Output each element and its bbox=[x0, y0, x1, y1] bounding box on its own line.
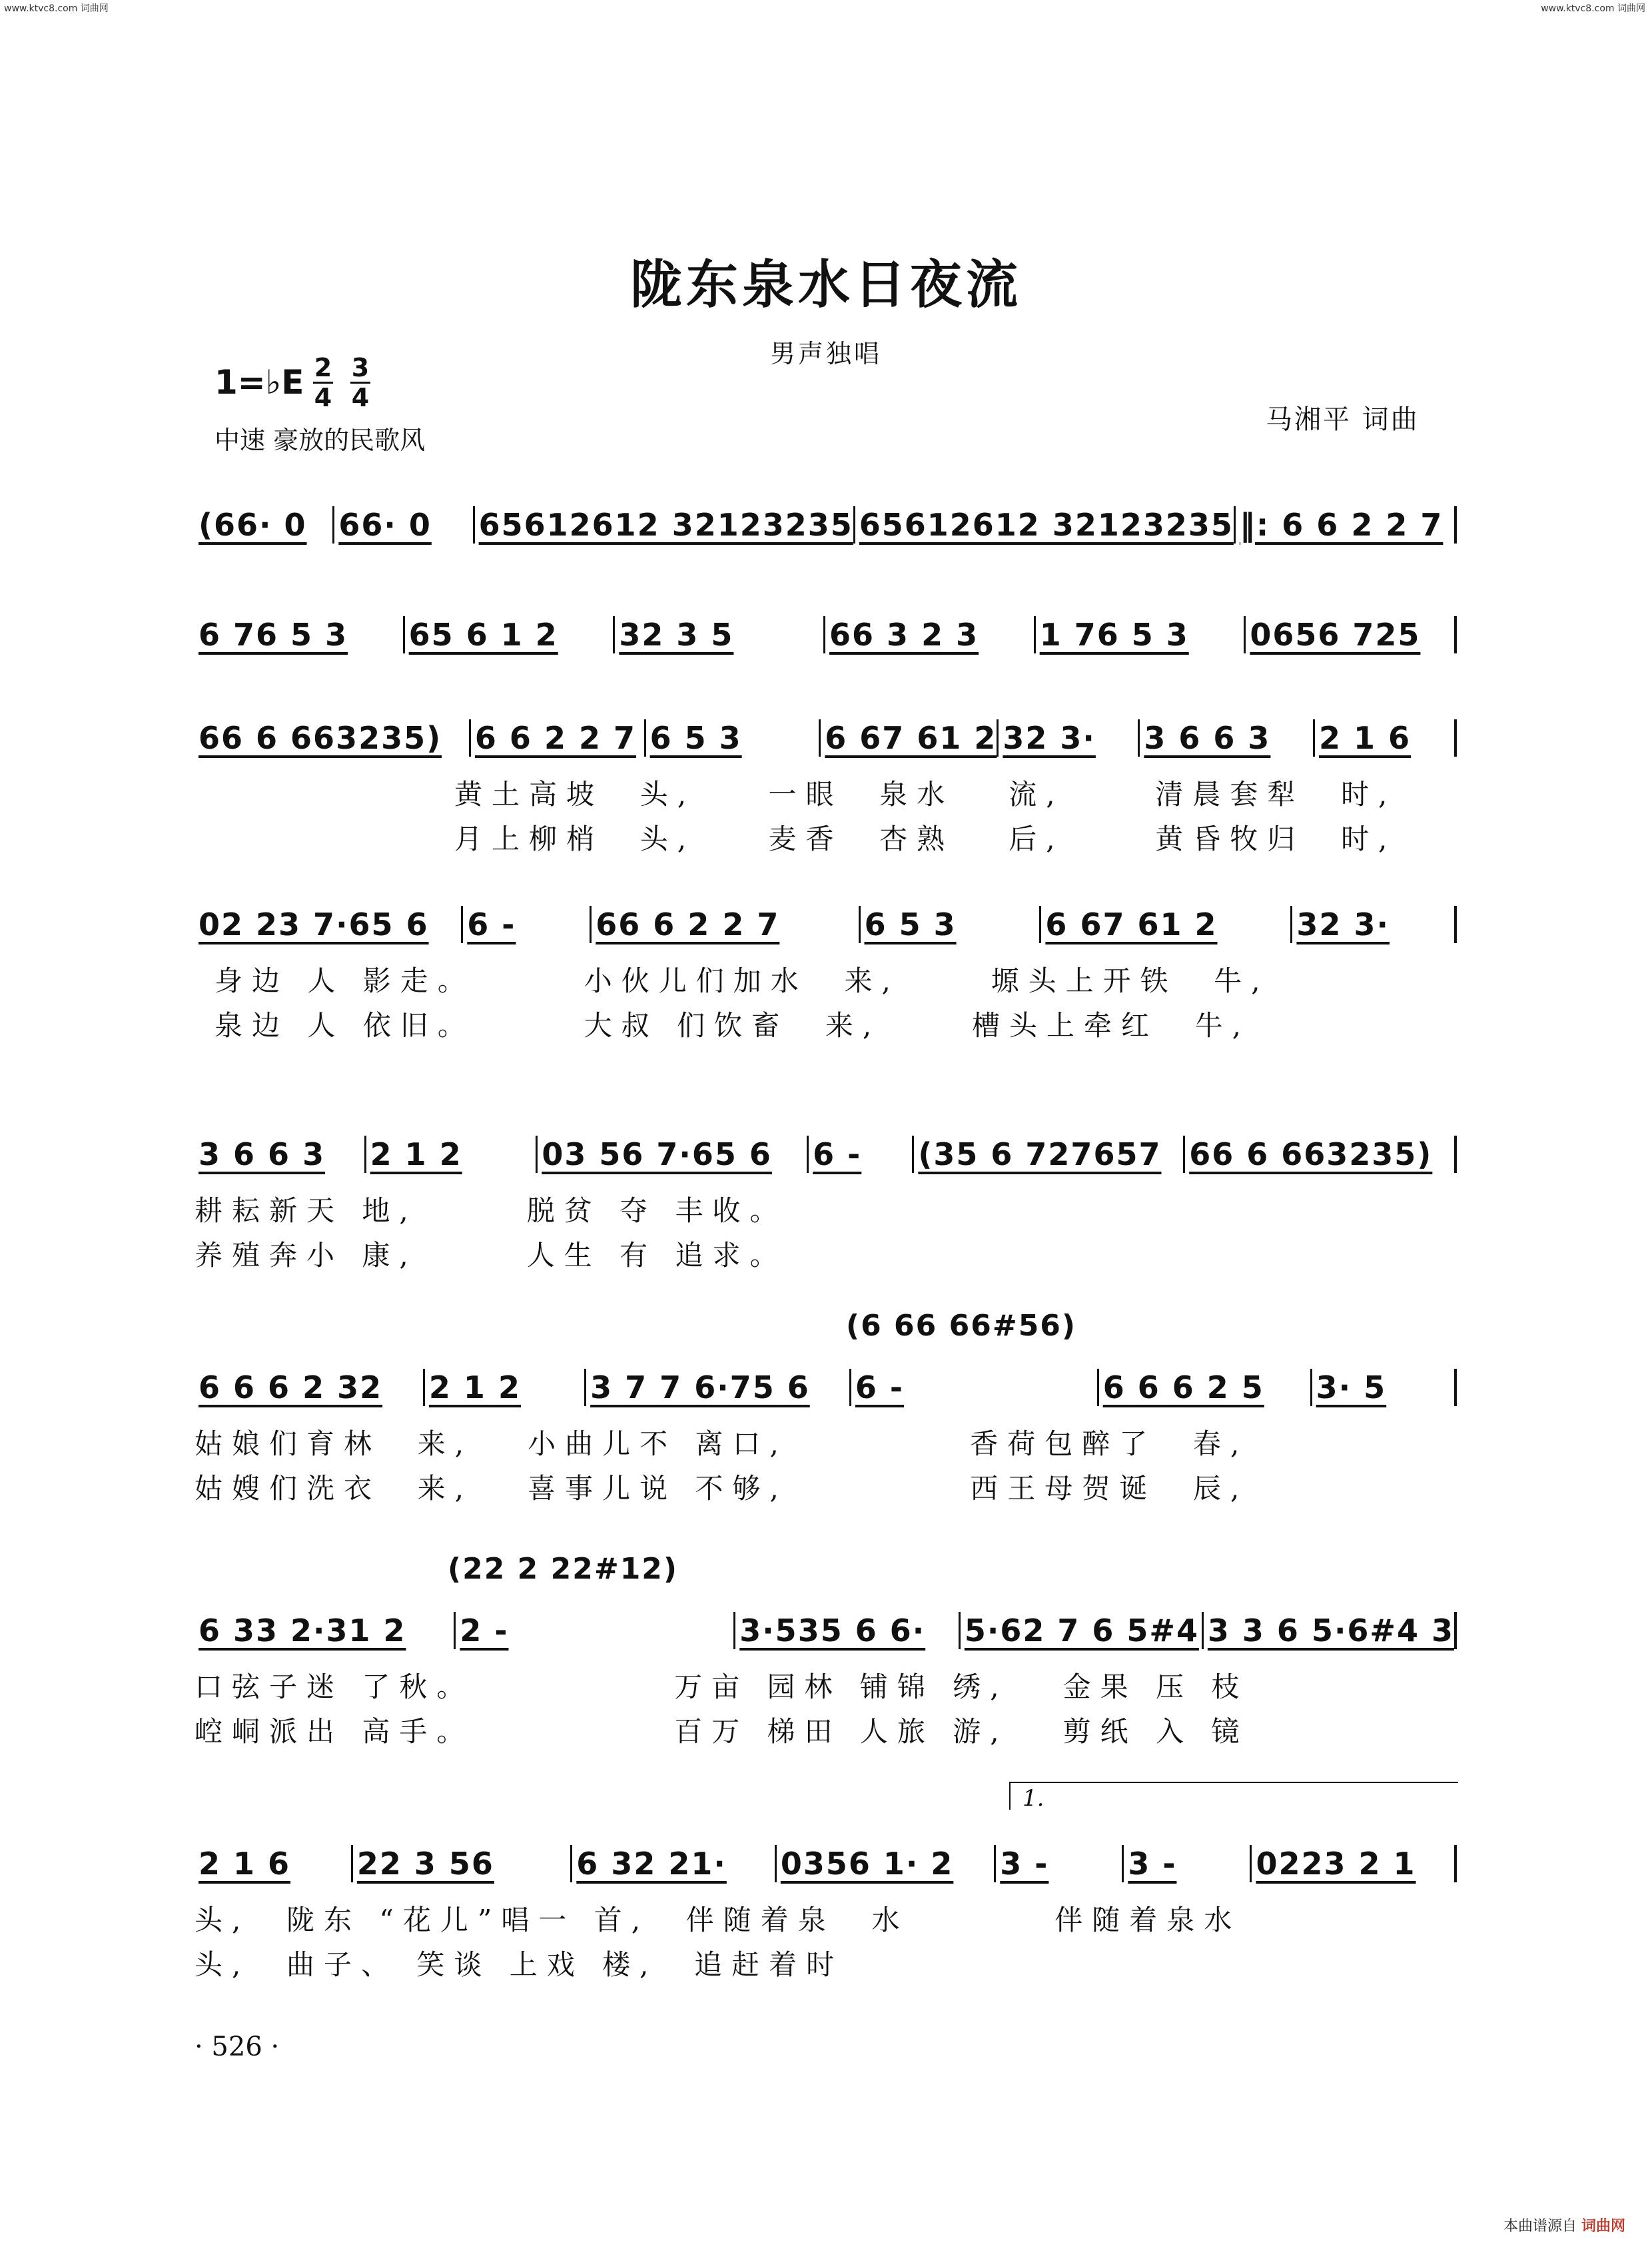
notation-line bbox=[195, 1612, 1457, 1649]
measure: 3 - bbox=[996, 1845, 1124, 1882]
volta-label: 1. bbox=[1023, 1785, 1044, 1812]
measure: 65 6 1 2 bbox=[405, 616, 616, 653]
measure: 6 67 61 2 bbox=[821, 719, 999, 757]
song-subtitle: 男声独唱 bbox=[769, 339, 882, 368]
meter-top: 2 bbox=[314, 353, 332, 382]
measure: 2 1 6 bbox=[1315, 719, 1457, 757]
measure: 6 - bbox=[463, 906, 592, 943]
measure: 2 1 6 bbox=[195, 1845, 353, 1882]
measure: 1 76 5 3 bbox=[1036, 616, 1246, 653]
measure: 6 - bbox=[809, 1136, 914, 1173]
lyric-verse-2: 泉边 人 依旧。 大叔 们饮畜 来, 槽头上牵红 牛, bbox=[214, 1009, 1251, 1042]
meter-3-4 bbox=[350, 355, 370, 410]
measure: 0356 1· 2 bbox=[777, 1845, 996, 1882]
song-title: 陇东泉水日夜流 bbox=[629, 254, 1022, 315]
lyric-verse-1: 头, 陇东 “花儿”唱一 首, 伴随着泉 水 伴随着泉水 bbox=[195, 1904, 1242, 1936]
page-number: · 526 · bbox=[195, 2032, 280, 2062]
measure: 3 3 6 5·6#4 3 bbox=[1204, 1612, 1457, 1649]
measure: 6 67 61 2 bbox=[1041, 906, 1292, 943]
measure: 32 3 5 bbox=[615, 616, 825, 653]
measure: 2 - bbox=[456, 1612, 735, 1649]
notation-line bbox=[195, 719, 1457, 757]
measure: 3 7 7 6·75 6 bbox=[586, 1369, 851, 1406]
meter-bottom: 4 bbox=[314, 383, 332, 412]
key-signature: 1=♭E bbox=[214, 363, 304, 402]
measure: (35 6 727657 bbox=[914, 1136, 1185, 1173]
alternative-notes: (6 66 66#56) bbox=[846, 1309, 1077, 1343]
lyric-verse-1: 耕耘新天 地, 脱贫 夺 丰收。 bbox=[195, 1194, 787, 1227]
measure: 6 6 2 2 7 bbox=[471, 719, 646, 757]
measure: 6 5 3 bbox=[861, 906, 1042, 943]
measure: 3 6 6 3 bbox=[1140, 719, 1315, 757]
notation-line bbox=[195, 1845, 1457, 1882]
measure: 65612612 32123235 bbox=[475, 506, 855, 544]
source-credit bbox=[1503, 2215, 1625, 2235]
composer-credit: 马湘平 词曲 bbox=[1266, 404, 1420, 435]
notation-line bbox=[195, 616, 1457, 653]
notation-line bbox=[195, 906, 1457, 943]
meter-top: 3 bbox=[351, 353, 370, 382]
lyric-verse-1: 口弦子迷 了秋。 万亩 园林 铺锦 绣, 金果 压 枝 bbox=[195, 1671, 1249, 1703]
measure: 03 56 7·65 6 bbox=[538, 1136, 809, 1173]
measure: 32 3· bbox=[999, 719, 1140, 757]
measure: 6 33 2·31 2 bbox=[195, 1612, 456, 1649]
lyric-verse-1: 身边 人 影走。 小伙儿们加水 来, 塬头上开铁 牛, bbox=[214, 964, 1270, 997]
meter-2-4 bbox=[313, 355, 333, 410]
lyric-verse-2: 月上柳梢 头, 麦香 杏熟 后, 黄昏牧归 时, bbox=[454, 823, 1397, 855]
measure: 3 - bbox=[1124, 1845, 1252, 1882]
lyric-verse-1: 姑娘们育林 来, 小曲儿不 离口, 香荷包醉了 春, bbox=[195, 1427, 1249, 1460]
measure: 02 23 7·65 6 bbox=[195, 906, 463, 943]
watermark-right: www.ktvc8.com 词曲网 bbox=[1541, 3, 1645, 14]
measure: 66 6 663235) bbox=[195, 719, 471, 757]
measure: 0223 2 1 bbox=[1252, 1845, 1457, 1882]
notation-line bbox=[195, 506, 1457, 544]
alternative-notes: (22 2 22#12) bbox=[448, 1552, 679, 1586]
measure: 3· 5 bbox=[1312, 1369, 1457, 1406]
measure: 6 32 21· bbox=[572, 1845, 777, 1882]
measure: 3 6 6 3 bbox=[195, 1136, 366, 1173]
source-brand: 词曲网 bbox=[1581, 2218, 1625, 2235]
meter-bottom: 4 bbox=[351, 383, 370, 412]
lyric-verse-2: 养殖奔小 康, 人生 有 追求。 bbox=[195, 1239, 787, 1272]
lyric-verse-2: 头, 曲子、 笑谈 上戏 楼, 追赶着时 bbox=[195, 1948, 844, 1981]
measure: 66 6 2 2 7 bbox=[592, 906, 860, 943]
measure: 5·62 7 6 5#4 bbox=[961, 1612, 1204, 1649]
measure: 22 3 56 bbox=[353, 1845, 572, 1882]
watermark-left: www.ktvc8.com 词曲网 bbox=[4, 3, 109, 14]
measure: 6 6 6 2 32 bbox=[195, 1369, 425, 1406]
measure: 66 3 2 3 bbox=[825, 616, 1036, 653]
source-prefix: 本曲谱源自 bbox=[1503, 2218, 1577, 2235]
lyric-verse-2: 崆峒派出 高手。 百万 梯田 人旅 游, 剪纸 入 镜 bbox=[195, 1715, 1249, 1748]
measure: 6 6 6 2 5 bbox=[1099, 1369, 1312, 1406]
measure: 66 6 663235) bbox=[1185, 1136, 1457, 1173]
measure: 65612612 32123235 bbox=[855, 506, 1236, 544]
measure: ‖: 6 6 2 2 7 bbox=[1236, 506, 1457, 544]
measure: 66· 0 bbox=[334, 506, 474, 544]
volta-bracket bbox=[1009, 1782, 1458, 1810]
notation-line bbox=[195, 1369, 1457, 1406]
measure: 2 1 2 bbox=[425, 1369, 586, 1406]
measure: (66· 0 bbox=[195, 506, 334, 544]
measure: 0656 725 bbox=[1246, 616, 1457, 653]
measure: 6 5 3 bbox=[646, 719, 821, 757]
tempo-marking: 中速 豪放的民歌风 bbox=[214, 426, 426, 455]
measure: 2 1 2 bbox=[366, 1136, 538, 1173]
notation-line bbox=[195, 1136, 1457, 1173]
lyric-verse-2: 姑嫂们洗衣 来, 喜事儿说 不够, 西王母贺诞 辰, bbox=[195, 1472, 1249, 1505]
measure: 6 76 5 3 bbox=[195, 616, 405, 653]
measure: 32 3· bbox=[1292, 906, 1457, 943]
lyric-verse-1: 黄土高坡 头, 一眼 泉水 流, 清晨套犁 时, bbox=[454, 778, 1397, 811]
measure: 6 - bbox=[851, 1369, 1099, 1406]
time-signatures bbox=[313, 355, 370, 410]
measure: 3·535 6 6· bbox=[735, 1612, 961, 1649]
